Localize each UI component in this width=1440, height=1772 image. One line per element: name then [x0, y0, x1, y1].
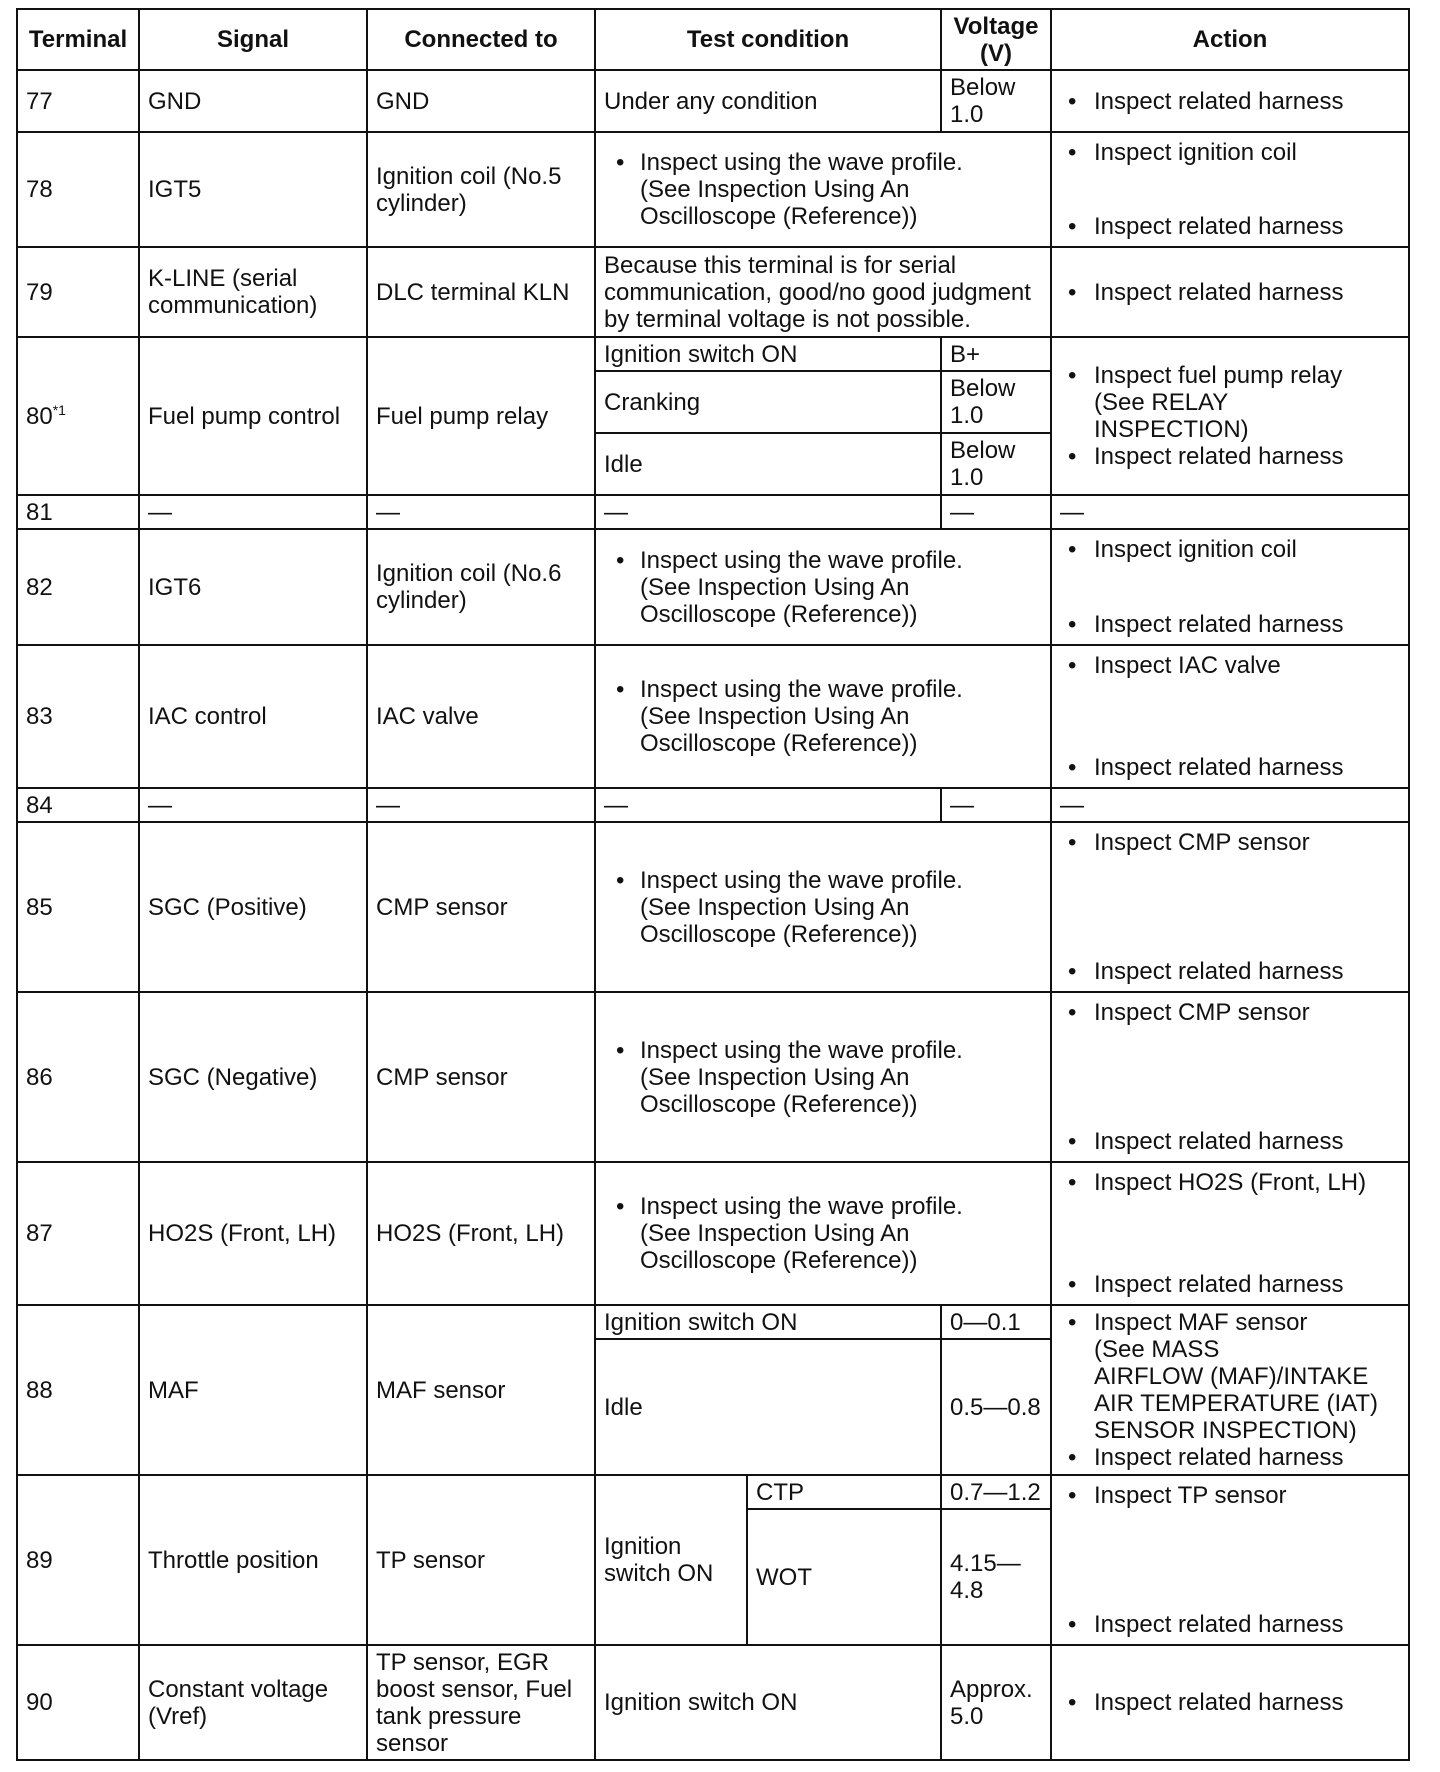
signal-cell: Constant voltage (Vref)	[139, 1645, 367, 1760]
condition-cell: —	[595, 788, 941, 822]
voltage-cell: 0.7—1.2	[941, 1475, 1051, 1509]
connected-cell: —	[367, 495, 595, 529]
action-item: • Inspect related harness	[1060, 88, 1400, 115]
footnote-mark: *1	[52, 401, 66, 418]
connected-cell: GND	[367, 70, 595, 132]
action-item: • Inspect related harness	[1060, 611, 1400, 638]
action-item: • Inspect related harness	[1060, 279, 1400, 306]
table-row	[17, 1475, 1409, 1509]
condition-cell: Ignition switch ON	[595, 1645, 941, 1760]
terminal-number: 80	[26, 402, 53, 430]
table-row	[17, 1645, 1409, 1760]
terminal-cell: 88	[17, 1305, 139, 1475]
terminal-cell: 86	[17, 992, 139, 1162]
condition-cell: Ignition switch ON	[595, 1305, 941, 1339]
terminal-cell: 87	[17, 1162, 139, 1305]
connected-cell: MAF sensor	[367, 1305, 595, 1475]
condition-cell	[595, 1162, 1051, 1305]
wave-line: • Inspect using the wave profile.	[610, 1193, 1042, 1220]
wave-line: (See Inspection Using An	[640, 893, 910, 921]
wave-line: Oscilloscope (Reference))	[640, 730, 918, 757]
voltage-cell: Below 1.0	[941, 371, 1051, 433]
action-cell	[1051, 1162, 1409, 1305]
condition-cell: Cranking	[595, 371, 941, 433]
terminal-cell: 84	[17, 788, 139, 822]
connected-cell: TP sensor, EGR boost sensor, Fuel tank pressure sensor	[367, 1645, 595, 1760]
signal-cell: IGT6	[139, 529, 367, 645]
wave-line: Oscilloscope (Reference))	[640, 1090, 918, 1118]
condition-cell	[595, 992, 1051, 1162]
action-cell	[1051, 645, 1409, 788]
condition-cell: Because this terminal is for serial communication, good/no good judgment by terminal voltage is not possible.	[595, 247, 1051, 337]
table-row	[17, 788, 1409, 822]
signal-cell: SGC (Negative)	[139, 992, 367, 1162]
wave-line: (See Inspection Using An	[640, 573, 910, 601]
terminal-cell: 81	[17, 495, 139, 529]
voltage-cell: Below 1.0	[941, 70, 1051, 132]
voltage-cell: 0.5—0.8	[941, 1339, 1051, 1475]
wave-line: • Inspect using the wave profile.	[610, 1037, 1042, 1064]
connected-cell: CMP sensor	[367, 992, 595, 1162]
wave-line: Oscilloscope (Reference))	[640, 920, 918, 948]
wave-line: Oscilloscope (Reference))	[640, 203, 918, 230]
condition-subcell: CTP	[747, 1475, 941, 1509]
voltage-cell: —	[941, 788, 1051, 822]
table-row	[17, 132, 1409, 247]
action-cell	[1051, 132, 1409, 247]
header-test-condition: Test condition	[595, 9, 941, 70]
condition-cell: Under any condition	[595, 70, 941, 132]
action-item: • Inspect related harness	[1060, 443, 1400, 470]
action-item: • Inspect ignition coil	[1060, 139, 1400, 166]
action-item: • Inspect related harness	[1060, 213, 1400, 240]
table-row	[17, 337, 1409, 371]
condition-cell	[595, 822, 1051, 992]
terminal-cell: 78	[17, 132, 139, 247]
signal-cell: GND	[139, 70, 367, 132]
action-cell: —	[1051, 788, 1409, 822]
connected-cell: CMP sensor	[367, 822, 595, 992]
wave-line: (See Inspection Using An	[640, 1220, 910, 1247]
signal-cell: HO2S (Front, LH)	[139, 1162, 367, 1305]
action-cell	[1051, 247, 1409, 337]
action-item: • Inspect related harness	[1060, 958, 1400, 985]
header-signal: Signal	[139, 9, 367, 70]
wave-line: • Inspect using the wave profile.	[610, 149, 1042, 176]
connected-cell: DLC terminal KLN	[367, 247, 595, 337]
action-cell	[1051, 992, 1409, 1162]
connected-cell: Fuel pump relay	[367, 337, 595, 495]
action-item: • Inspect related harness	[1060, 1271, 1400, 1298]
action-item: • Inspect HO2S (Front, LH)	[1060, 1169, 1400, 1196]
action-item: • Inspect related harness	[1060, 1611, 1400, 1638]
terminal-cell: 79	[17, 247, 139, 337]
condition-cell	[595, 529, 1051, 645]
wave-line: (See Inspection Using An	[640, 703, 910, 730]
action-subtext: AIRFLOW (MAF)/INTAKE AIR TEMPERATURE (IAT) SENSOR INSPECTION)	[1094, 1363, 1379, 1444]
table-row	[17, 1162, 1409, 1305]
signal-cell: IGT5	[139, 132, 367, 247]
action-item: • Inspect related harness	[1060, 1444, 1400, 1471]
action-item: • Inspect related harness	[1060, 754, 1400, 781]
voltage-cell: Approx. 5.0	[941, 1645, 1051, 1760]
header-action: Action	[1051, 9, 1409, 70]
action-subtext: INSPECTION)	[1094, 416, 1249, 443]
wave-line: Oscilloscope (Reference))	[640, 1247, 918, 1274]
terminal-inspection-table	[16, 8, 1410, 1761]
action-item: • Inspect CMP sensor	[1060, 829, 1400, 856]
action-item: • Inspect ignition coil	[1060, 536, 1400, 563]
wave-line: (See Inspection Using An	[640, 1063, 910, 1091]
signal-cell: —	[139, 495, 367, 529]
table-row	[17, 992, 1409, 1162]
terminal-cell: 85	[17, 822, 139, 992]
signal-cell: Fuel pump control	[139, 337, 367, 495]
terminal-cell: 82	[17, 529, 139, 645]
terminal-cell: 89	[17, 1475, 139, 1645]
action-cell	[1051, 529, 1409, 645]
action-cell	[1051, 1305, 1409, 1475]
action-cell	[1051, 337, 1409, 495]
wave-line: • Inspect using the wave profile.	[610, 867, 1042, 894]
table-row	[17, 529, 1409, 645]
signal-cell: Throttle position	[139, 1475, 367, 1645]
action-cell	[1051, 1645, 1409, 1760]
terminal-cell: 77	[17, 70, 139, 132]
action-item: • Inspect IAC valve	[1060, 652, 1400, 679]
connected-cell: —	[367, 788, 595, 822]
voltage-cell: Below 1.0	[941, 433, 1051, 495]
connected-cell: HO2S (Front, LH)	[367, 1162, 595, 1305]
signal-cell: K-LINE (serial communication)	[139, 247, 367, 337]
signal-cell: IAC control	[139, 645, 367, 788]
table-row	[17, 247, 1409, 337]
condition-cell: Ignition switch ON	[595, 337, 941, 371]
header-terminal: Terminal	[17, 9, 139, 70]
table-row	[17, 70, 1409, 132]
action-item: • Inspect related harness	[1060, 1689, 1400, 1716]
action-item: • Inspect related harness	[1060, 1128, 1400, 1155]
condition-cell: Idle	[595, 1339, 941, 1475]
header-row	[17, 9, 1409, 70]
condition-cell	[595, 645, 1051, 788]
terminal-cell	[17, 337, 139, 495]
signal-cell: MAF	[139, 1305, 367, 1475]
action-item: • Inspect MAF sensor	[1060, 1309, 1400, 1336]
action-subtext: (See RELAY	[1094, 389, 1229, 416]
connected-cell: Ignition coil (No.5 cylinder)	[367, 132, 595, 247]
terminal-cell: 90	[17, 1645, 139, 1760]
wave-line: • Inspect using the wave profile.	[610, 676, 1042, 703]
action-cell: —	[1051, 495, 1409, 529]
condition-cell: Idle	[595, 433, 941, 495]
connected-cell: TP sensor	[367, 1475, 595, 1645]
action-cell	[1051, 70, 1409, 132]
voltage-cell: 4.15— 4.8	[941, 1509, 1051, 1645]
connected-cell: IAC valve	[367, 645, 595, 788]
signal-cell: —	[139, 788, 367, 822]
voltage-cell: 0—0.1	[941, 1305, 1051, 1339]
table-row	[17, 645, 1409, 788]
action-cell	[1051, 1475, 1409, 1645]
signal-cell: SGC (Positive)	[139, 822, 367, 992]
voltage-cell: B+	[941, 337, 1051, 371]
wave-line: Oscilloscope (Reference))	[640, 600, 918, 628]
header-connected-to: Connected to	[367, 9, 595, 70]
action-item: • Inspect CMP sensor	[1060, 999, 1400, 1026]
condition-cell: Ignition switch ON	[595, 1475, 747, 1645]
action-cell	[1051, 822, 1409, 992]
action-item: • Inspect fuel pump relay	[1060, 362, 1400, 389]
action-subtext: (See MASS	[1094, 1336, 1220, 1363]
table-row	[17, 495, 1409, 529]
condition-subcell: WOT	[747, 1509, 941, 1645]
voltage-cell: —	[941, 495, 1051, 529]
terminal-cell: 83	[17, 645, 139, 788]
condition-cell	[595, 132, 1051, 247]
wave-line: (See Inspection Using An	[640, 176, 910, 203]
wave-line: • Inspect using the wave profile.	[610, 547, 1042, 574]
action-item: • Inspect TP sensor	[1060, 1482, 1400, 1509]
table-row	[17, 822, 1409, 992]
condition-cell: —	[595, 495, 941, 529]
header-voltage: Voltage (V)	[941, 9, 1051, 70]
table-row	[17, 1305, 1409, 1339]
connected-cell: Ignition coil (No.6 cylinder)	[367, 529, 595, 645]
